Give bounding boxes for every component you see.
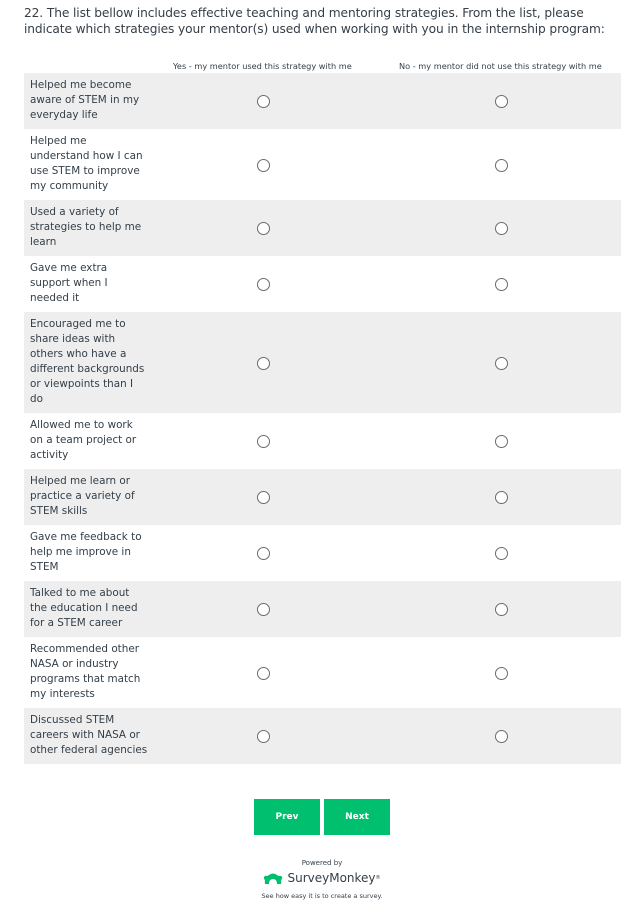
- row-label: Gave me feedback to help me improve in STEM: [30, 531, 142, 573]
- matrix-row: [24, 73, 621, 129]
- trademark-symbol: ®: [375, 875, 381, 881]
- powered-by-text: Powered by: [301, 859, 343, 867]
- row-label: Recommended other NASA or industry programs that match my interests: [30, 643, 141, 700]
- radio-yes[interactable]: [257, 435, 270, 448]
- question-title: 22. The list bellow includes effective teaching and mentoring strategies. From the list, please indicate which strategies your mentor(s) used when working with you in the internship program:: [24, 6, 605, 36]
- prev-button[interactable]: Prev: [254, 799, 320, 835]
- radio-no[interactable]: [495, 667, 508, 680]
- column-header-yes: Yes - my mentor used this strategy with me: [173, 61, 352, 71]
- matrix-row: [24, 312, 621, 413]
- matrix-row: [24, 256, 621, 312]
- radio-yes[interactable]: [257, 547, 270, 560]
- row-label: Used a variety of strategies to help me learn: [30, 206, 142, 248]
- radio-no[interactable]: [495, 547, 508, 560]
- radio-no[interactable]: [495, 278, 508, 291]
- radio-yes[interactable]: [257, 667, 270, 680]
- radio-no[interactable]: [495, 159, 508, 172]
- radio-yes[interactable]: [257, 730, 270, 743]
- radio-yes[interactable]: [257, 491, 270, 504]
- radio-yes[interactable]: [257, 357, 270, 370]
- row-label: Gave me extra support when I needed it: [30, 262, 108, 304]
- radio-yes[interactable]: [257, 95, 270, 108]
- radio-yes[interactable]: [257, 278, 270, 291]
- column-header-no: No - my mentor did not use this strategy with me: [399, 61, 602, 71]
- matrix-row: [24, 129, 621, 200]
- row-label: Talked to me about the education I need for a STEM career: [30, 587, 138, 629]
- row-label: Discussed STEM careers with NASA or other federal agencies: [30, 714, 148, 756]
- brand-name: SurveyMonkey: [287, 871, 376, 885]
- surveymonkey-logo-icon: [263, 871, 283, 885]
- matrix-row: [24, 708, 621, 764]
- radio-no[interactable]: [495, 222, 508, 235]
- matrix-row: [24, 469, 621, 525]
- radio-no[interactable]: [495, 357, 508, 370]
- radio-yes[interactable]: [257, 159, 270, 172]
- radio-no[interactable]: [495, 435, 508, 448]
- surveymonkey-brand[interactable]: [263, 869, 380, 887]
- radio-yes[interactable]: [257, 222, 270, 235]
- matrix-row: [24, 637, 621, 708]
- radio-no[interactable]: [495, 491, 508, 504]
- matrix-row: [24, 200, 621, 256]
- matrix-question: [24, 73, 621, 764]
- radio-no[interactable]: [495, 603, 508, 616]
- row-label: Allowed me to work on a team project or activity: [30, 419, 137, 461]
- matrix-row: [24, 581, 621, 637]
- row-label: Encouraged me to share ideas with others who have a different backgrounds or viewpoints than I do: [30, 318, 145, 405]
- row-label: Helped me understand how I can use STEM to improve my community: [30, 135, 143, 192]
- radio-no[interactable]: [495, 730, 508, 743]
- footer: [0, 858, 644, 900]
- footer-tagline[interactable]: See how easy it is to create a survey.: [261, 892, 383, 900]
- matrix-row: [24, 525, 621, 581]
- column-headers: [0, 61, 644, 73]
- radio-yes[interactable]: [257, 603, 270, 616]
- row-label: Helped me learn or practice a variety of STEM skills: [30, 475, 135, 517]
- next-button[interactable]: Next: [324, 799, 390, 835]
- row-label: Helped me become aware of STEM in my everyday life: [30, 79, 140, 121]
- matrix-row: [24, 413, 621, 469]
- radio-no[interactable]: [495, 95, 508, 108]
